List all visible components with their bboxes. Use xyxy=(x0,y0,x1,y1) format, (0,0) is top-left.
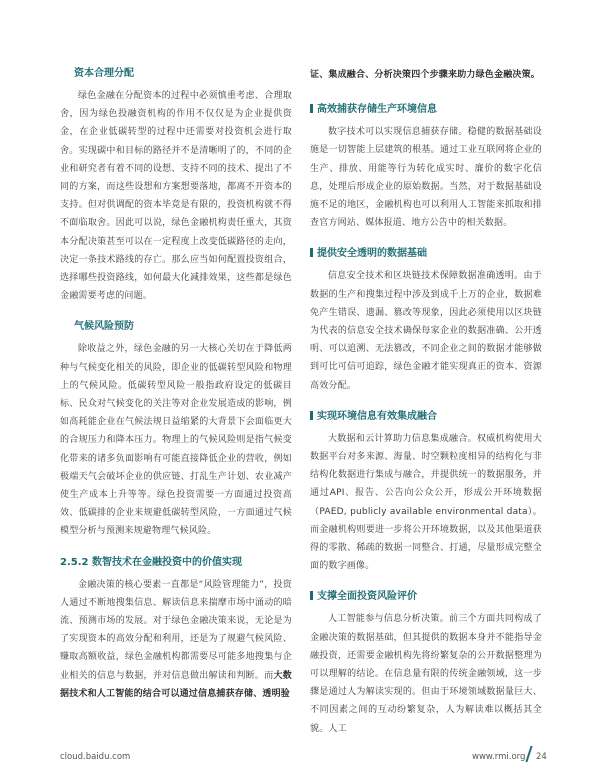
paragraph: 除收益之外，绿色金融的另一大核心关切在于降低两种与气候变化相关的风险，即企业的低碳转型风险和物理上的气候风险。低碳转型风险一般指政府设定的低碳目标、民众对气候变化的关注等对企业发展造成的影响，例如高耗能企业在气候法规日益缩紧的大背景下会面临更大的合规压力和降本压力。物理上的气候风险则是指气候变化带来的诸多负面影响有可能直接降低企业的营收，例如极端天气会破坏企业的供应链、打乱生产计划、农业减产使生产成本上升等等。绿色投资需要一方面通过投资高效、低碳排的企业来规避低碳转型风险，一方面通过气候模型分析与预测来规避物理气候风险。 xyxy=(60,344,292,537)
accent-bar xyxy=(310,591,313,600)
footer-right-url: www.rmi.org xyxy=(472,752,526,762)
paragraph: 金融决策的核心要素一直都是“风险管理能力”，投资人通过不断地搜集信息、解读信息来揣摩市场中涌动的暗流、预测市场的发展。对于绿色金融决策来说，无论是为了实现资本的高效分配和利用，还是为了规避气候风险、赚取高额收益，绿色金融机构都需要尽可能多地搜集与企业相关的信息与数据，并对信息做出解读和判断。而大数据技术和人工智能的结合可以通过信息捕获存储、透明验 xyxy=(60,579,292,699)
bold-text: 证、集成融合、分析决策四个步骤来助力绿色金融决策。 xyxy=(310,70,541,80)
heading-secure-data: 提供安全透明的数据基础 xyxy=(310,246,542,261)
page-number: 24 xyxy=(536,752,547,762)
heading-risk-evaluation: 支撑全面投资风险评价 xyxy=(310,589,542,604)
paragraph: 绿色金融在分配资本的过程中必须慎重考虑、合理取舍，因为绿色投融资机构的作用不仅仅是为企业提供资金，在企业低碳转型的过程中还需要对投资机会进行取舍。实现碳中和目标的路径并不是清晰明了的，不同的企业和研究者有着不同的设想、支持不同的技术、提出了不同的方案，而这些设想和方案想要落地，都离不开资本的支持。但对供调配的资本毕竟是有限的，投资机构就不得不面临取舍。因此可以说，绿色金融机构责任重大，其资本分配决策甚至可以在一定程度上改变低碳路径的走向，决定一条技术路线的存亡。那么应当如何配置投资组合，选择哪些投资路线，如何最大化减排效果，这些都是绿色金融需要考虑的问题。 xyxy=(60,91,292,302)
slash-divider xyxy=(525,746,532,762)
paragraph: 大数据和云计算助力信息集成融合。权威机构使用大数据平台对多来源、海量、时空颗粒度相异的结构化与非结构化数据进行集成与融合，并提供统一的数据服务，并通过API、报告、公告向公众公开，形成公开环境数据（PAED, publicly available environmental data）。而金融机构则要进一步将公开环境数据，以及其他渠道获得的零散、稀疏的数据一同整合、打通，尽量形成完整全面的数字画像。 xyxy=(310,433,542,572)
paragraph: 数字技术可以实现信息捕获存储。稳健的数据基础设施是一切智能上层建筑的根基。通过工业互联网将企业的生产、排放、用能等行为转化成实时、廉价的数字化信息，处理后形成企业的原始数据。当然，对于数据基础设施不足的地区，金融机构也可以利用人工智能来抓取和排查官方网站、媒体报道、地方公告中的相关数据。 xyxy=(310,127,542,229)
heading-climate-risk: 气候风险预防 xyxy=(74,321,134,333)
paragraph: 人工智能参与信息分析决策。前三个方面共同构成了金融决策的数据基础，但其提供的数据本身并不能指导金融投资，还需要金融机构先将纷繁复杂的公开数据整理为可以理解的结论。在信息量有限的传统金融领域，这一步骤是通过人为解读实现的。但由于环境领域数据量巨大、不同因素之间的互动纷繁复杂，人为解读难以概括其全貌。人工 xyxy=(310,614,542,734)
accent-bar xyxy=(310,104,313,113)
accent-bar xyxy=(310,411,313,420)
footer-left-url: cloud.baidu.com xyxy=(60,752,131,762)
left-column xyxy=(60,66,292,703)
section-heading: 2.5.2 数智技术在金融投资中的价值实现 xyxy=(60,556,242,568)
heading-capture-storage: 高效捕获存储生产环境信息 xyxy=(310,102,542,117)
heading-integration: 实现环境信息有效集成融合 xyxy=(310,409,542,424)
right-column xyxy=(310,66,542,738)
paragraph: 信息安全技术和区块链技术保障数据准确透明。由于数据的生产和搜集过程中涉及到成千上万的企业，数据难免产生错误、遗漏、篡改等现象，因此必须使用以区块链为代表的信息安全技术确保每家企业的数据准确、公开透明、可以追溯、无法篡改，不同企业之间的数据才能够做到可比可信可追踪，绿色金融才能实现真正的资本、资源高效分配。 xyxy=(310,271,542,391)
heading-capital-allocation: 资本合理分配 xyxy=(74,68,134,79)
paragraph xyxy=(310,66,542,84)
accent-bar xyxy=(310,248,313,257)
bold-text: 大数据技术和人工智能的结合可以通过信息捕获存储、透明验 xyxy=(60,670,292,699)
